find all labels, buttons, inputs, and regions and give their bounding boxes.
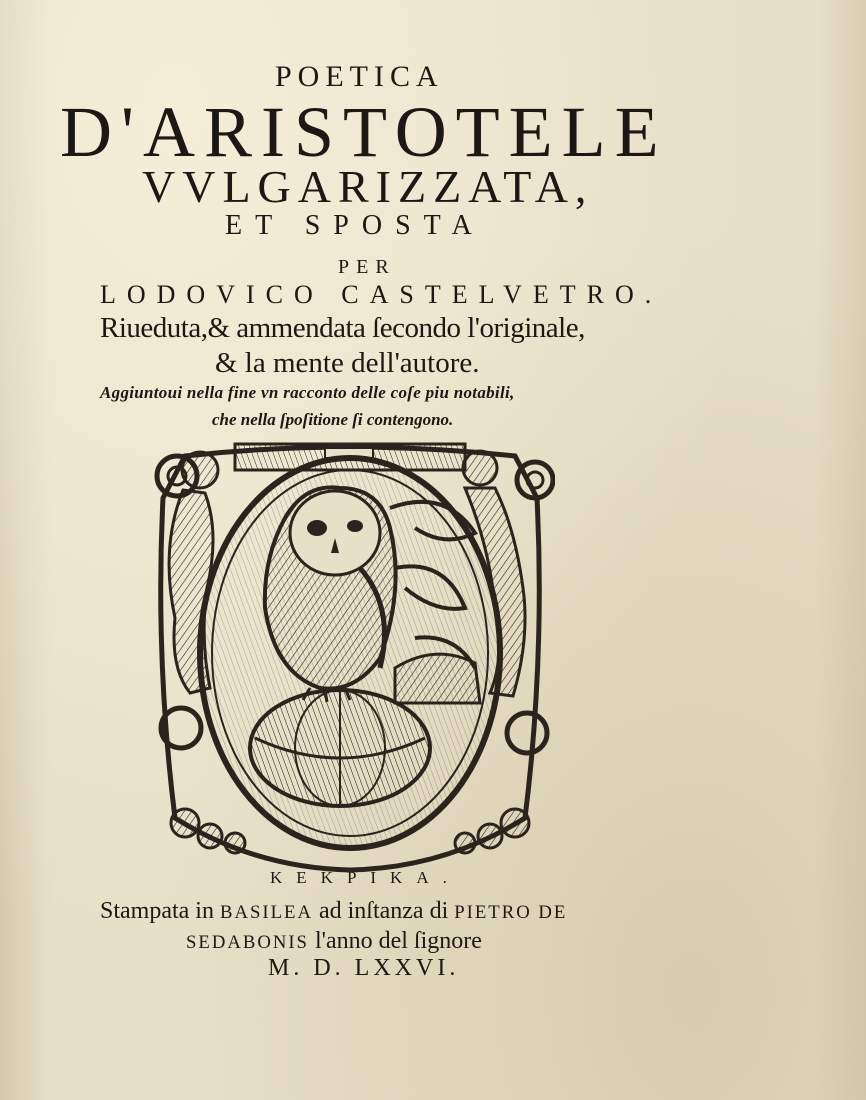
- per-label: PER: [338, 256, 396, 278]
- author-name: LODOVICO CASTELVETRO.: [100, 280, 663, 309]
- imprint-line-1: [100, 898, 567, 925]
- title-vulgarizzata: VVLGARIZZATA,: [142, 161, 594, 212]
- title-et-sposta: ET SPOSTA: [225, 210, 485, 241]
- fruit-garland-right: [455, 809, 529, 853]
- imprint-printer-name: PIETRO DE: [454, 902, 568, 923]
- owl-woodcut-illustration: [145, 438, 555, 873]
- globe: [250, 690, 430, 806]
- addition-line-2: che nella ſpoſitione ſi contengono.: [212, 410, 454, 429]
- imprint-anno: l'anno del ſignore: [308, 928, 482, 954]
- title-poetica: POETICA: [275, 60, 444, 93]
- imprint-year: M. D. LXXVI.: [268, 955, 460, 981]
- subtitle-line-1: Riueduta,& ammendata ſecondo l'originale,: [100, 312, 585, 344]
- imprint-instanza: ad inſtanza di: [312, 898, 455, 924]
- subtitle-line-2: & la mente dell'autore.: [215, 347, 480, 379]
- imprint-line-2: [186, 928, 482, 955]
- imprint-city: BASILEA: [219, 902, 313, 923]
- imprint-stampata: Stampata in: [100, 898, 220, 924]
- scroll-bottom-right: [507, 713, 547, 753]
- hill: [395, 654, 480, 703]
- imprint-printer-surname: SEDABONIS: [186, 932, 309, 953]
- addition-line-1: Aggiuntoui nella fine vn racconto delle coſe piu notabili,: [100, 383, 515, 402]
- motto: KEKPIKA.: [270, 868, 461, 887]
- title-daristotele: D'ARISTOTELE: [60, 92, 668, 172]
- fruit-garland-left: [171, 809, 245, 853]
